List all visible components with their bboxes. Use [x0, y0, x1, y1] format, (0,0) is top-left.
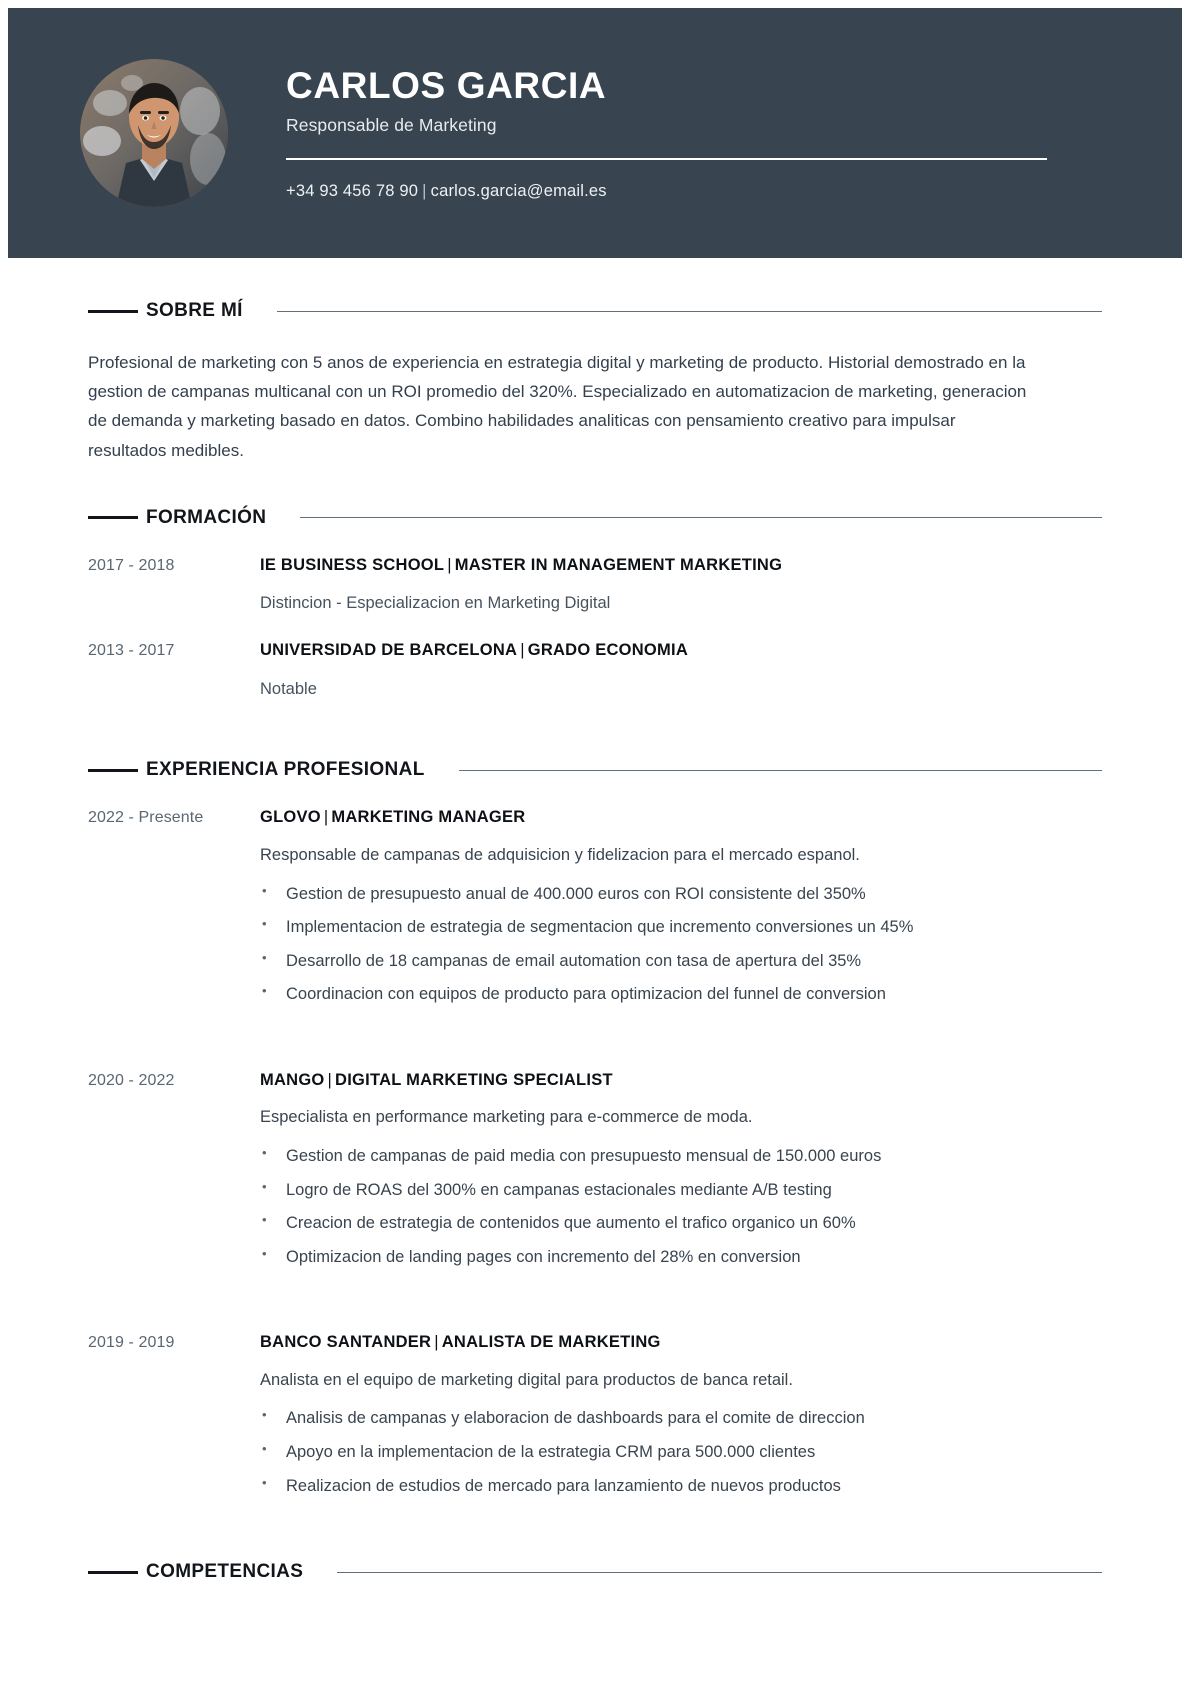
experience-item [88, 1332, 1102, 1499]
education-item [88, 555, 1102, 616]
section-rule [277, 311, 1102, 312]
bullet-text: Implementacion de estrategia de segmentacion que incremento conversiones un 45% [286, 918, 914, 937]
contact-line [286, 182, 1047, 201]
experience-bullets [260, 1406, 1102, 1499]
bullet-icon: • [262, 983, 267, 999]
resume-header [8, 8, 1182, 258]
education-dates: 2013 - 2017 [88, 642, 175, 660]
education-heading [260, 640, 1102, 661]
list-item [260, 882, 1102, 908]
job-title: Responsable de Marketing [286, 115, 497, 136]
bullet-text: Creacion de estrategia de contenidos que aumento el trafico organico un 60% [286, 1214, 856, 1233]
list-item [260, 1211, 1102, 1237]
bullet-icon: • [262, 882, 267, 898]
list-item [260, 1440, 1102, 1466]
experience-company: GLOVO [260, 808, 321, 827]
education-separator: | [520, 641, 525, 660]
bullet-text: Apoyo en la implementacion de la estrategia CRM para 500.000 clientes [286, 1442, 816, 1461]
section-header-about [88, 300, 1102, 322]
list-item [260, 1245, 1102, 1271]
experience-dates: 2022 - Presente [88, 809, 204, 827]
bullet-text: Analisis de campanas y elaboracion de dashboards para el comite de direccion [286, 1409, 865, 1428]
experience-dates: 2019 - 2019 [88, 1334, 175, 1352]
about-paragraph: Profesional de marketing con 5 anos de experiencia en estrategia digital y marketing de producto. Historial demostrado en la gestion de campanas multicanal con un ROI promedio del 320%. Especializado en automatizacion de marketing, generacion de demanda y marketing basado en datos. Combino habilidades analiticas con pensamiento creativo para impulsar resultados medibles. [88, 353, 1027, 460]
education-program: GRADO ECONOMIA [527, 641, 688, 660]
experience-details [260, 807, 1102, 1007]
section-rule [300, 517, 1102, 518]
bullet-icon: • [262, 1144, 267, 1160]
bullet-text: Desarrollo de 18 campanas de email automation con tasa de apertura del 35% [286, 951, 862, 970]
bullet-icon: • [262, 1212, 267, 1228]
section-title-experience: EXPERIENCIA PROFESIONAL [146, 759, 425, 781]
experience-company: BANCO SANTANDER [260, 1333, 432, 1352]
education-program: MASTER IN MANAGEMENT MARKETING [454, 555, 783, 574]
experience-heading [260, 1332, 1102, 1353]
section-dash-icon [88, 769, 138, 772]
education-heading [260, 555, 1102, 576]
list-item [260, 1406, 1102, 1432]
section-dash-icon [88, 310, 138, 313]
bullet-icon: • [262, 1407, 267, 1423]
list-item [260, 1144, 1102, 1170]
section-header-education [88, 507, 1102, 529]
contact-separator: | [422, 182, 427, 201]
experience-item [88, 807, 1102, 1007]
education-institution: UNIVERSIDAD DE BARCELONA [260, 641, 518, 660]
education-separator: | [447, 555, 452, 574]
experience-details [260, 1332, 1102, 1499]
list-item [260, 949, 1102, 975]
education-note: Distincion - Especializacion en Marketing Digital [260, 594, 611, 613]
phone-text: +34 93 456 78 90 [286, 182, 419, 201]
bullet-icon: • [262, 1245, 267, 1261]
bullet-text: Realizacion de estudios de mercado para lanzamiento de nuevos productos [286, 1476, 841, 1495]
experience-description: Especialista en performance marketing para e-commerce de moda. [260, 1108, 753, 1127]
list-item [260, 1474, 1102, 1500]
experience-separator: | [327, 1070, 333, 1089]
section-header-experience [88, 759, 1102, 781]
experience-bullets [260, 882, 1102, 1008]
bullet-icon: • [262, 916, 267, 932]
education-details [260, 555, 1102, 616]
section-rule [337, 1572, 1102, 1573]
header-divider [286, 158, 1047, 160]
resume-body [8, 300, 1182, 1583]
experience-company: MANGO [260, 1070, 325, 1089]
bullet-text: Gestion de campanas de paid media con presupuesto mensual de 150.000 euros [286, 1146, 882, 1165]
education-item [88, 640, 1102, 701]
section-title-education: FORMACIÓN [146, 506, 267, 528]
bullet-icon: • [262, 1178, 267, 1194]
experience-position: DIGITAL MARKETING SPECIALIST [335, 1070, 613, 1089]
section-title-skills: COMPETENCIAS [146, 1561, 304, 1583]
education-note: Notable [260, 679, 317, 698]
section-dash-icon [88, 516, 138, 519]
list-item [260, 1178, 1102, 1204]
experience-position: ANALISTA DE MARKETING [441, 1333, 661, 1352]
experience-description: Responsable de campanas de adquisicion y fidelizacion para el mercado espanol. [260, 845, 860, 864]
education-dates: 2017 - 2018 [88, 556, 175, 574]
education-institution: IE BUSINESS SCHOOL [260, 555, 445, 574]
avatar [80, 59, 228, 207]
experience-item [88, 1070, 1102, 1270]
experience-separator: | [323, 808, 329, 827]
experience-heading [260, 807, 1102, 828]
list-item [260, 982, 1102, 1008]
experience-description: Analista en el equipo de marketing digital para productos de banca retail. [260, 1370, 793, 1389]
bullet-icon: • [262, 1440, 267, 1456]
bullet-text: Optimizacion de landing pages con incremento del 28% en conversion [286, 1247, 801, 1266]
email-text[interactable]: carlos.garcia@email.es [430, 182, 607, 201]
header-text-block [286, 65, 1182, 201]
experience-position: MARKETING MANAGER [331, 808, 526, 827]
bullet-text: Coordinacion con equipos de producto para optimizacion del funnel de conversion [286, 985, 886, 1004]
bullet-text: Gestion de presupuesto anual de 400.000 euros con ROI consistente del 350% [286, 884, 866, 903]
bullet-text: Logro de ROAS del 300% en campanas estacionales mediante A/B testing [286, 1180, 832, 1199]
bullet-icon: • [262, 1474, 267, 1490]
experience-bullets [260, 1144, 1102, 1270]
experience-dates: 2020 - 2022 [88, 1071, 175, 1089]
education-details [260, 640, 1102, 701]
avatar-photo-icon [80, 59, 228, 207]
section-rule [459, 770, 1102, 771]
page-title: CARLOS GARCIA [286, 64, 607, 106]
list-item [260, 915, 1102, 941]
bullet-icon: • [262, 949, 267, 965]
section-header-skills [88, 1561, 1102, 1583]
section-title-about: SOBRE MÍ [146, 300, 243, 321]
section-dash-icon [88, 1571, 138, 1574]
experience-heading [260, 1070, 1102, 1091]
experience-details [260, 1070, 1102, 1270]
experience-separator: | [434, 1333, 439, 1352]
